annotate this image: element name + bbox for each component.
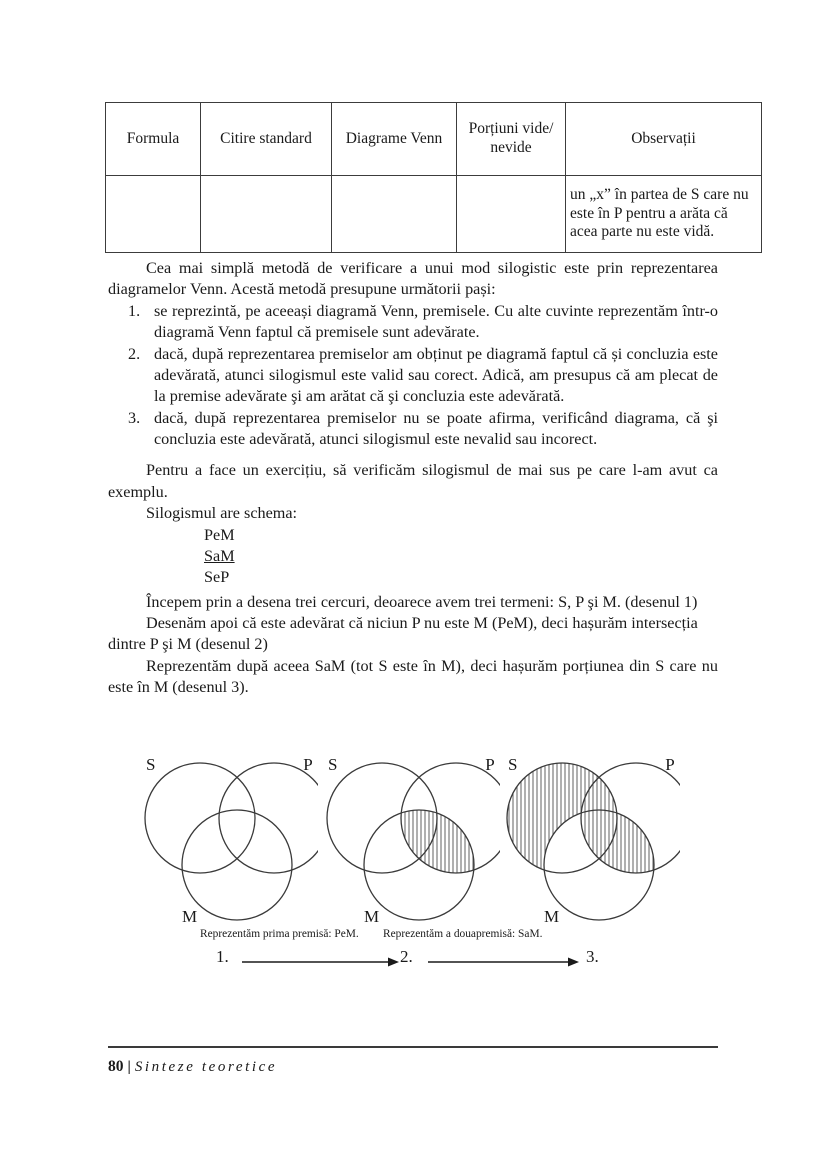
table-body [106, 176, 762, 253]
paragraph-desenam: Desenăm apoi că este adevărat că niciun P nu este M (PeM), deci hașurăm intersecția dintre P şi M (desenul 2) [108, 614, 698, 654]
footer-separator: | [127, 1059, 131, 1075]
schema-premise-2: SaM [204, 546, 235, 565]
venn-label-p: P [665, 755, 675, 774]
table-cell-portiuni [457, 176, 566, 253]
venn-label-m: M [544, 907, 560, 926]
step-number-3: 3. [586, 947, 599, 966]
table-header-row [106, 103, 762, 176]
list-item [108, 408, 718, 451]
footer-divider [108, 1046, 718, 1048]
list-item [108, 301, 718, 344]
circle-m [182, 810, 292, 920]
venn-figure [108, 752, 718, 982]
schema-premise-1: PeM [204, 525, 235, 544]
table-cell-citire [201, 176, 332, 253]
table-cell-formula [106, 176, 201, 253]
list-item-marker: 1. [128, 301, 141, 320]
syllogism-schema [108, 525, 718, 588]
paragraph-schema-intro: Silogismul are schema: [146, 504, 298, 523]
table-header-citire-standard: Citire standard [201, 103, 332, 176]
list-item [108, 344, 718, 408]
figure-step-arrows [108, 947, 718, 973]
arrow-1-to-2-icon [242, 956, 400, 968]
spacer [108, 450, 718, 460]
venn-label-m: M [182, 907, 198, 926]
paragraph-intro: Cea mai simplă metodă de verificare a unui mod silogistic este prin reprezentarea diagramelor Venn. Acestă metodă presupune următorii pași: [108, 259, 718, 299]
schema-conclusion: SeP [204, 567, 230, 586]
circle-s [145, 763, 255, 873]
body-content [108, 258, 718, 699]
venn-diagram-3 [500, 752, 680, 928]
hatched-region-s-minus-m [500, 752, 680, 928]
page-footer [108, 1058, 718, 1076]
venn-label-s: S [328, 755, 338, 774]
venn-label-p: P [485, 755, 495, 774]
venn-diagram-2 [320, 752, 500, 928]
venn-label-m: M [364, 907, 380, 926]
list-item-text: dacă, după reprezentarea premiselor nu se poate afirma, verificând diagrama, că şi concluzia este adevărată, atunci silogismul este nevalid sau incorect. [154, 408, 718, 448]
venn-label-s: S [146, 755, 156, 774]
table-header-formula: Formula [106, 103, 201, 176]
steps-list [108, 301, 718, 451]
table-row [106, 176, 762, 253]
syllogism-table [105, 102, 762, 253]
footer-page-number: 80 [108, 1058, 124, 1075]
caption-premise-1: Reprezentăm prima premisă: PeM. [200, 928, 359, 940]
caption-premise-2: Reprezentăm a douapremisă: SaM. [383, 928, 543, 940]
venn-label-p: P [303, 755, 313, 774]
table-header-portiuni-vide-nevide: Porțiuni vide/ nevide [457, 103, 566, 176]
arrow-2-to-3-icon [428, 956, 580, 968]
table-header-observatii: Observații [566, 103, 762, 176]
venn-label-s: S [508, 755, 518, 774]
syllogism-table-wrapper [105, 102, 749, 253]
step-number-2: 2. [400, 947, 413, 966]
figure-captions [108, 928, 718, 948]
venn-diagram-1 [138, 752, 318, 928]
table-header-diagrame-venn: Diagrame Venn [332, 103, 457, 176]
table-cell-observatii: un „x” în partea de S care nu este în P pentru a arăta că acea parte nu este vidă. [566, 176, 762, 253]
list-item-text: se reprezintă, pe aceeași diagramă Venn, premisele. Cu alte cuvinte reprezentăm într-o diagramă Venn faptul că premisele sunt adevărate. [154, 301, 718, 342]
paragraph-exercitiu: Pentru a face un exercițiu, să verificăm silogismul de mai sus pe care l-am avut ca exemplu. [108, 461, 718, 501]
paragraph-reprezentam: Reprezentăm după aceea SaM (tot S este în M), deci hașurăm porțiunea din S care nu este în M (desenul 3). [108, 656, 718, 697]
list-item-marker: 2. [128, 344, 141, 363]
list-item-text: dacă, după reprezentarea premiselor am obținut pe diagramă faptul că și concluzia este adevărată, atunci silogismul este valid sau corect. Adică, am presupus că am plecat de la premise adevărate şi am arătat că şi concluzia este adevărată. [154, 344, 718, 406]
step-number-1: 1. [216, 947, 229, 966]
paragraph-incepem: Începem prin a desena trei cercuri, deoarece avem trei termeni: S, P şi M. (desenul 1) [146, 592, 698, 611]
table-header [106, 103, 762, 176]
table-cell-venn [332, 176, 457, 253]
list-item-marker: 3. [128, 408, 141, 427]
footer-title: Sinteze teoretice [134, 1059, 278, 1075]
circle-p [219, 763, 318, 873]
venn-diagram-row [108, 752, 718, 932]
